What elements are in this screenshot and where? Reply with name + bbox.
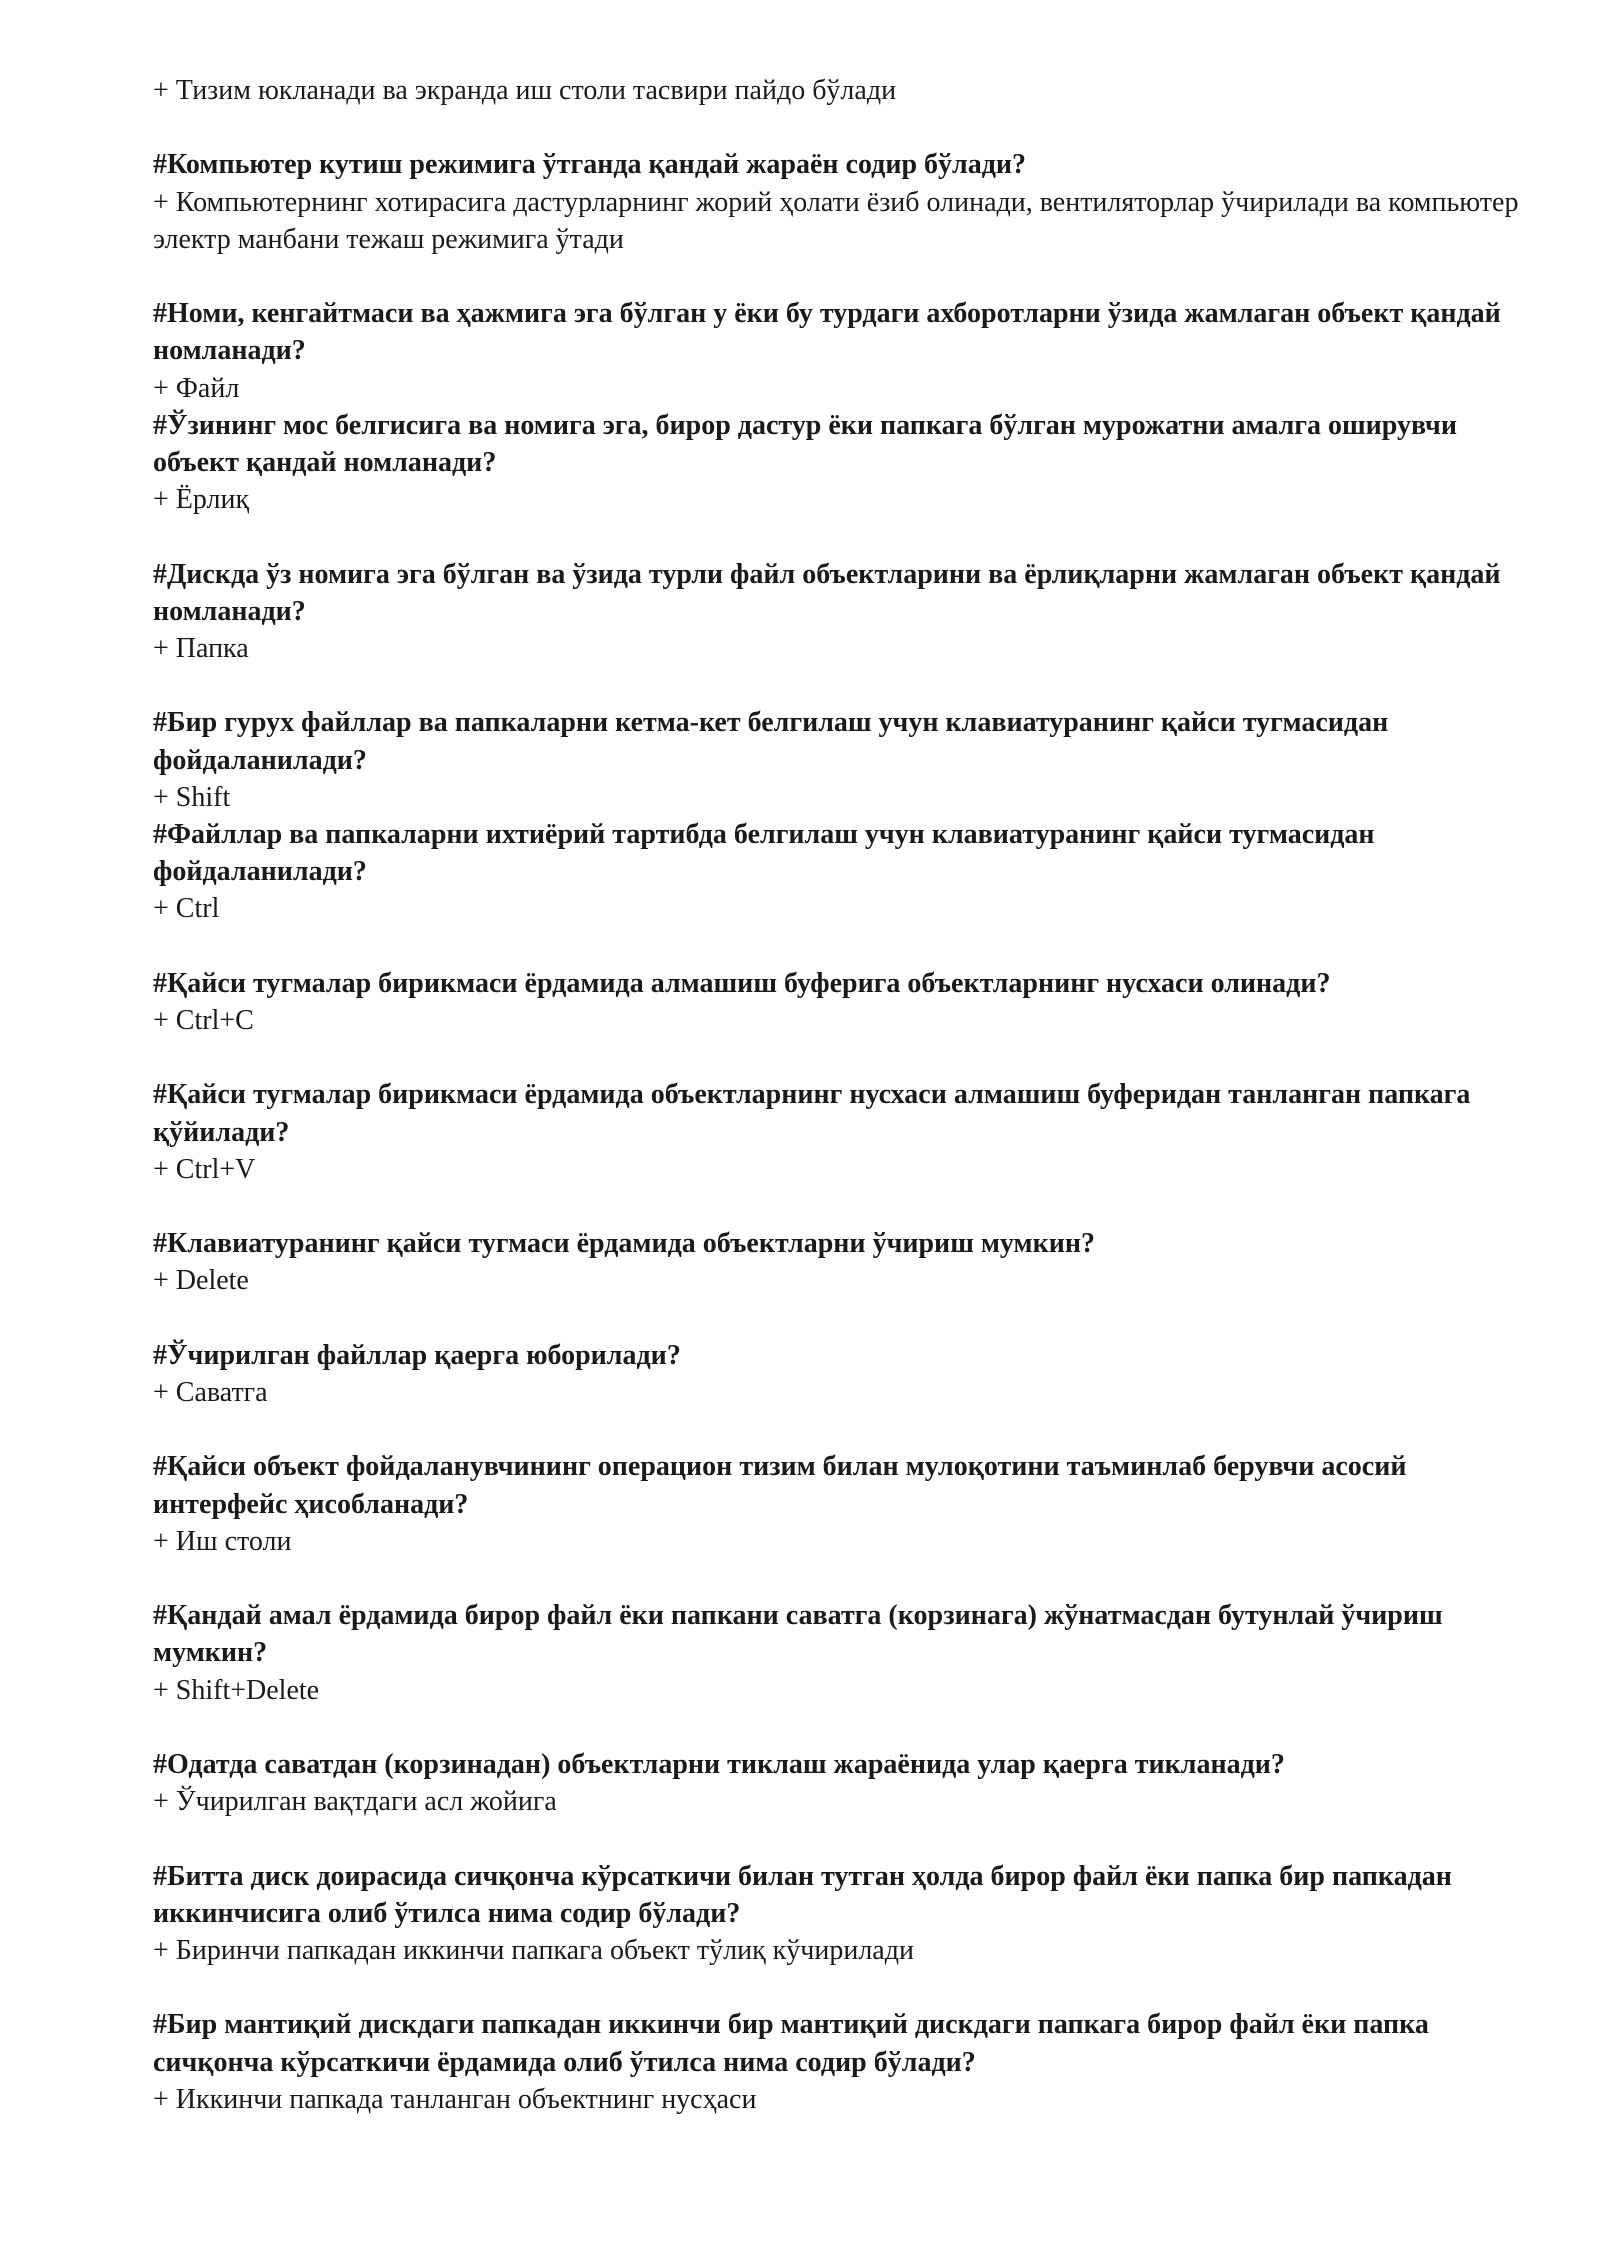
qa-block xyxy=(153,146,1533,258)
question-text: #Ўзининг мос белгисига ва номига эга, бирор дастур ёки папкага бўлган мурожатни амалга оширувчи объект қандай номланади? xyxy=(153,409,1457,478)
answer-text: + Ўчирилган вақтдаги асл жойига xyxy=(153,1786,557,1818)
answer-text: + Ctrl+V xyxy=(153,1153,256,1185)
answer-text: + Shift+Delete xyxy=(153,1674,320,1706)
paragraph-spacer xyxy=(153,258,1533,295)
qa-block xyxy=(153,2006,1533,2118)
answer-text: + Ёрлиқ xyxy=(153,484,250,516)
qa-block xyxy=(153,965,1533,1039)
paragraph-spacer xyxy=(153,928,1533,965)
question-text: #Бир гурух файллар ва папкаларни кетма-кет белгилаш учун клавиатуранинг қайси тугмасидан фойдаланилади? xyxy=(153,707,1389,776)
paragraph-spacer xyxy=(153,109,1533,146)
qa-block xyxy=(153,1225,1533,1299)
paragraph-spacer xyxy=(153,1709,1533,1746)
qa-block xyxy=(153,816,1533,928)
qa-block xyxy=(153,72,1533,109)
paragraph-spacer xyxy=(153,1560,1533,1597)
question-text: #Ўчирилган файллар қаерга юборилади? xyxy=(153,1339,681,1371)
qa-block xyxy=(153,295,1533,407)
qa-block xyxy=(153,1337,1533,1411)
question-text: #Қайси объект фойдаланувчининг операцион тизим билан мулоқотини таъминлаб берувчи асосий интерфейс ҳисобланади? xyxy=(153,1451,1407,1520)
document-page xyxy=(153,72,1533,2118)
answer-text: + Иккинчи папкада танланган объектнинг нусҳаси xyxy=(153,2083,757,2115)
qa-block xyxy=(153,704,1533,816)
paragraph-spacer xyxy=(153,1411,1533,1448)
question-text: #Номи, кенгайтмаси ва ҳажмига эга бўлган у ёки бу турдаги ахборотларни ўзида жамлаган объект қандай номланади? xyxy=(153,298,1501,367)
question-text: #Клавиатуранинг қайси тугмаси ёрдамида объектларни ўчириш мумкин? xyxy=(153,1228,1096,1260)
paragraph-spacer xyxy=(153,518,1533,555)
question-text: #Битта диск доирасида сичқонча кўрсаткичи билан тутган ҳолда бирор файл ёки папка бир папкадан иккинчисига олиб ўтилса нима содир бўлади? xyxy=(153,1860,1452,1929)
paragraph-spacer xyxy=(153,1188,1533,1225)
qa-block xyxy=(153,1448,1533,1560)
answer-text: + Ctrl xyxy=(153,893,220,925)
question-text: #Қайси тугмалар бирикмаси ёрдамида объектларнинг нусхаси алмашиш буферидан танланган папкага қўйилади? xyxy=(153,1079,1471,1148)
question-text: #Бир мантиқий дискдаги папкадан иккинчи бир мантиқий дискдаги папкага бирор файл ёки папка сичқонча кўрсаткичи ёрдамида олиб ўтилса нима содир бўлади? xyxy=(153,2009,1429,2078)
answer-text: + Ctrl+C xyxy=(153,1005,254,1036)
answer-text: + Саватга xyxy=(153,1376,268,1408)
qa-block xyxy=(153,1858,1533,1970)
paragraph-spacer xyxy=(153,1300,1533,1337)
question-text: #Қандай амал ёрдамида бирор файл ёки папкани саватга (корзинага) жўнатмасдан бутунлай ўчириш мумкин? xyxy=(153,1600,1443,1669)
answer-text: + Папка xyxy=(153,633,249,664)
qa-block xyxy=(153,1076,1533,1188)
qa-block xyxy=(153,407,1533,519)
qa-block xyxy=(153,1746,1533,1820)
answer-text: + Тизим юкланади ва экранда иш столи тасвири пайдо бўлади xyxy=(153,75,897,106)
question-text: #Файллар ва папкаларни ихтиёрий тартибда белгилаш учун клавиатуранинг қайси тугмасидан фойдаланилади? xyxy=(153,819,1375,888)
paragraph-spacer xyxy=(153,667,1533,704)
answer-text: + Файл xyxy=(153,372,240,404)
question-text: #Одатда саватдан (корзинадан) объектларни тиклаш жараёнида улар қаерга тикланади? xyxy=(153,1748,1285,1780)
paragraph-spacer xyxy=(153,1039,1533,1076)
question-text: #Дискда ўз номига эга бўлган ва ўзида турли файл объектларини ва ёрлиқларни жамлаган объект қандай номланади? xyxy=(153,558,1501,627)
answer-text: + Delete xyxy=(153,1265,249,1297)
question-text: #Компьютер кутиш режимига ўтганда қандай жараён содир бўлади? xyxy=(153,149,1027,181)
paragraph-spacer xyxy=(153,1820,1533,1857)
answer-text: + Биринчи папкадан иккинчи папкага объект тўлиқ кўчирилади xyxy=(153,1934,914,1966)
paragraph-spacer xyxy=(153,1969,1533,2006)
qa-block xyxy=(153,1597,1533,1709)
answer-text: + Компьютернинг хотирасига дастурларнинг жорий ҳолати ёзиб олинади, вентиляторлар ўчирилади ва компьютер электр манбани тежаш режимига ўтади xyxy=(153,186,1519,255)
answer-text: + Иш столи xyxy=(153,1525,292,1557)
qa-block xyxy=(153,556,1533,668)
question-text: #Қайси тугмалар бирикмаси ёрдамида алмашиш буферига объектларнинг нусхаси олинади? xyxy=(153,967,1331,999)
answer-text: + Shift xyxy=(153,781,231,813)
